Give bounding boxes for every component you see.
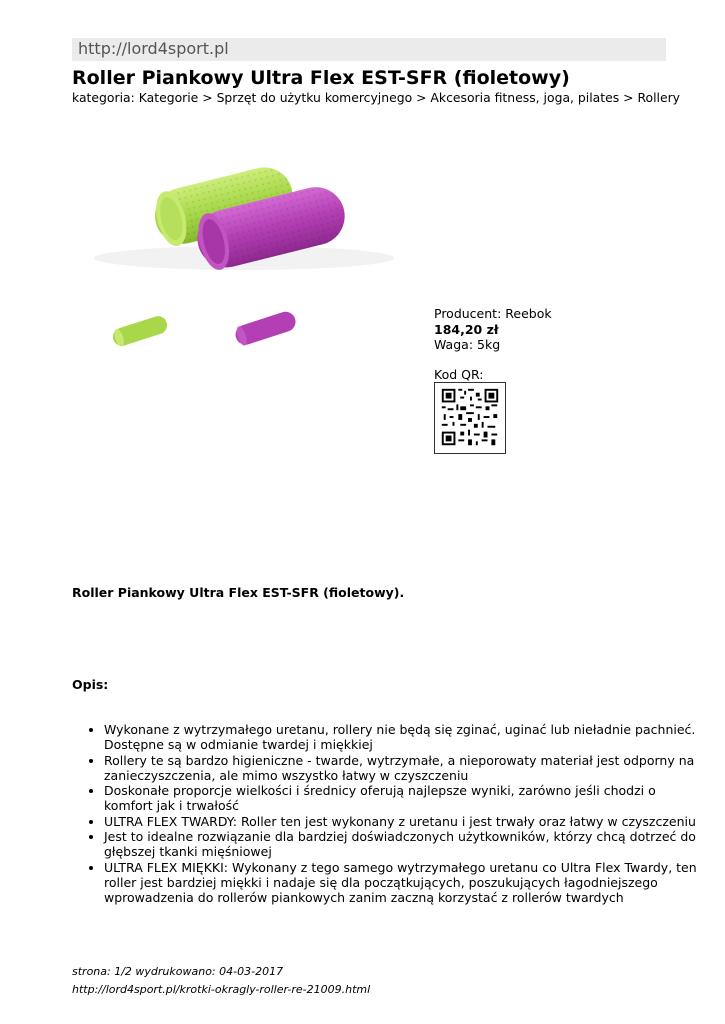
- description-heading: Opis:: [72, 677, 109, 692]
- thumbnail-green-roller[interactable]: [88, 305, 192, 358]
- qr-label: Kod QR:: [434, 367, 484, 382]
- url-bar: [72, 38, 666, 61]
- list-item: • Rollery te są bardzo higieniczne - twarde, wytrzymałe, a nieporowaty materiał jest odporny na zanieczyszczenia, ale mimo wszystko łatwy w czyszczeniu: [104, 753, 704, 784]
- producer: Producent: Reebok: [434, 306, 552, 321]
- list-item: • Wykonane z wytrzymałego uretanu, rollery nie będą się zginać, uginać lub nieładnie pachnieć. Dostępne są w odmianie twardej i miękkiej: [104, 722, 704, 753]
- qr-code: [434, 382, 506, 454]
- weight: Waga: 5kg: [434, 337, 501, 352]
- product-title: Roller Piankowy Ultra Flex EST-SFR (fioletowy): [72, 67, 570, 89]
- feature-list: [72, 722, 704, 906]
- product-info: [434, 306, 552, 353]
- breadcrumb: kategoria: Kategorie > Sprzęt do użytku komercyjnego > Akcesoria fitness, joga, pilates > Rollery: [72, 90, 681, 105]
- footer-page-info: strona: 1/2 wydrukowano: 04-03-2017: [72, 965, 284, 978]
- list-item: • Jest to idealne rozwiązanie dla bardziej doświadczonych użytkowników, którzy chcą dotrzeć do głębszej tkanki mięśniowej: [104, 829, 704, 860]
- thumbnail-purple-roller[interactable]: [205, 305, 309, 358]
- footer-link[interactable]: http://lord4sport.pl/krotki-okragly-roller-re-21009.html: [72, 983, 371, 996]
- price: 184,20 zł: [434, 321, 499, 337]
- list-item: • ULTRA FLEX MIĘKKI: Wykonany z tego samego wytrzymałego uretanu co Ultra Flex Twardy, ten roller jest bardziej miękki i nadaje się dla początkujących, poszukujących łagodniejszego wprowadzenia do rollerów piankowych zanim zaczną korzystać z rollerów twardych: [104, 860, 704, 906]
- site-url[interactable]: http://lord4sport.pl: [78, 39, 229, 58]
- product-main-image[interactable]: [84, 128, 396, 286]
- list-item: • ULTRA FLEX TWARDY: Roller ten jest wykonany z uretanu i jest trwały oraz łatwy w czyszczeniu: [104, 814, 704, 829]
- product-subtitle: Roller Piankowy Ultra Flex EST-SFR (fioletowy).: [72, 585, 405, 600]
- list-item: • Doskonałe proporcje wielkości i średnicy oferują najlepsze wyniki, zarówno jeśli chodzi o komfort jak i trwałość: [104, 783, 704, 814]
